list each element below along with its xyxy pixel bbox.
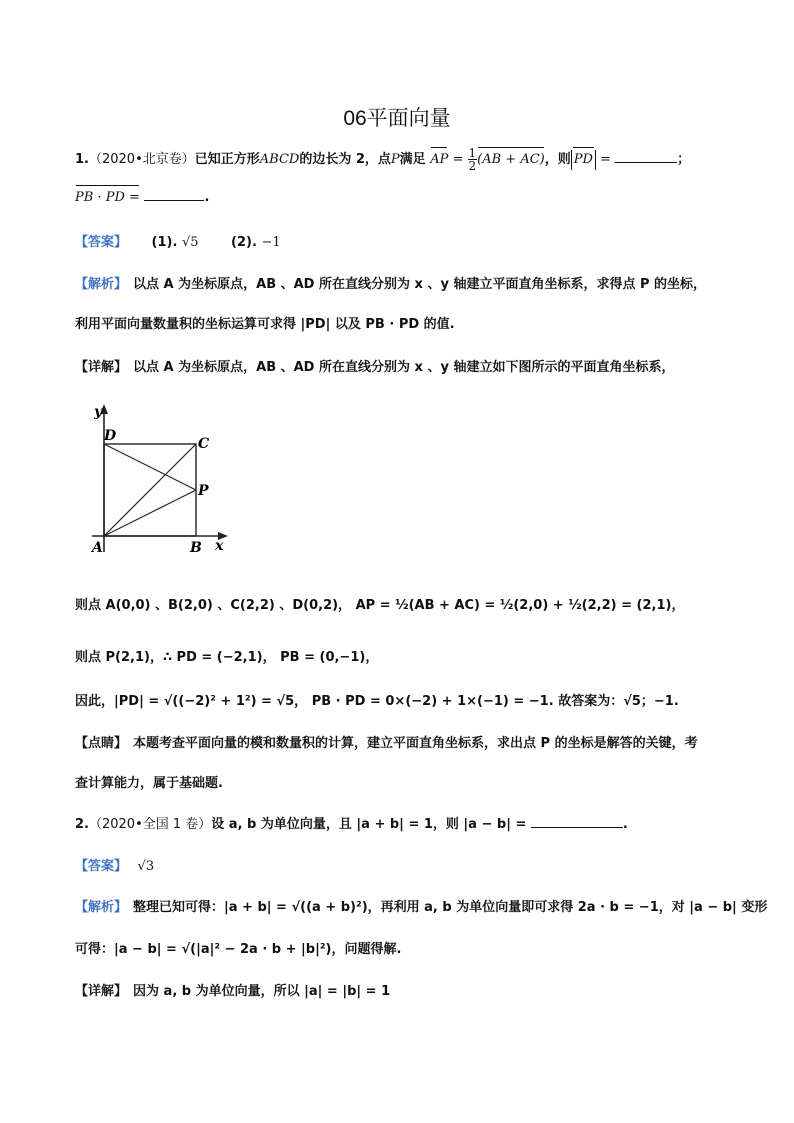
stem-text: ； [677,152,691,167]
equals-sign: = [448,152,468,167]
question-2-detail [75,982,725,1002]
answer-tag: 【答案】 [75,859,128,874]
analysis-text: 可得：|a − b| = √(|a|² − 2a · b + |b|²)，问题得解. [75,942,402,957]
abs-pd: PD [571,150,596,170]
question-1-stem-2 [75,188,725,208]
answer-tag: 【答案】 [75,235,128,250]
question-1-comment [75,734,725,754]
analysis-text: 利用平面向量数量积的坐标运算可求得 |PD| 以及 PB · PD 的值. [75,317,455,332]
label-b: B [190,540,202,556]
question-1-analysis [75,275,725,295]
question-2-answer [75,857,725,877]
stem-text: ，则 [544,152,571,167]
calc-text: 则点 P(2,1)，∴ PD = (−2,1)， PB = (0,−1)， [75,650,379,665]
question-1-analysis-2 [75,315,725,335]
stem-text: 设 a, b 为单位向量，且 |a + b| = 1，则 |a − b| = [211,817,527,832]
answer-part-label: (2). [231,235,257,250]
answer-part-value: −1 [261,235,281,250]
segment-ac [104,444,196,536]
label-a: A [92,540,103,556]
answer-blank-1[interactable] [615,162,677,163]
answer-value: √3 [137,859,155,874]
question-1-comment-2 [75,774,725,794]
detail-calc-3 [75,692,725,712]
detail-tag: 【详解】 [75,984,128,999]
comment-text: 查计算能力，属于基础题. [75,776,223,791]
label-y: y [94,404,103,420]
question-1-answer [75,233,725,253]
question-source: （2020•北京卷） [88,152,195,167]
question-1-stem: 1.（2020•北京卷）已知正方形ABCD的边长为 2，点P满足 AP = $\frac{1}{2}$ (AB + AC)，则 PD = ； [75,146,691,173]
detail-text: 以点 A 为坐标原点，AB 、AD 所在直线分别为 x 、y 轴建立如下图所示的平面直角坐标系， [133,360,675,375]
stem-text: 已知正方形 [194,152,260,167]
page-title: 06平面向量 [343,107,451,130]
question-2-stem [75,815,725,835]
stem-text: 满足 [399,152,426,167]
coordinate-diagram [82,402,242,562]
fraction-half: $\frac{1}{2}$ [468,146,477,173]
question-number: 1. [75,152,89,167]
detail-tag: 【详解】 [75,360,128,375]
point-label: P [390,152,400,167]
stem-text: . [622,817,628,832]
question-1-detail [75,358,725,378]
analysis-tag: 【解析】 [75,277,128,292]
question-2-analysis [75,898,768,918]
analysis-text: 整理已知可得：|a + b| = √((a + b)²)，再利用 a, b 为单位向量即可求得 2a · b = −1，对 |a − b| 变形 [133,900,768,915]
vector-ap: AP [430,150,448,170]
comment-text: 本题考查平面向量的模和数量积的计算，建立平面直角坐标系，求出点 P 的坐标是解答的关键，考 [133,736,698,751]
answer-part-label: (1). [151,235,178,250]
shape-label: ABCD [259,152,300,167]
calc-text: 则点 A(0,0) 、B(2,0) 、C(2,2) 、D(0,2)， AP = ½(AB + AC) = ½(2,0) + ½(2,2) = (2,1)， [75,598,685,613]
analysis-tag: 【解析】 [75,900,128,915]
question-2-analysis-2 [75,940,725,960]
segment-ap [104,490,196,536]
answer-blank-2[interactable] [144,200,204,201]
calc-text: 因此，|PD| = √((−2)² + 1²) = √5， PB · PD = 0×(−2) + 1×(−1) = −1. 故答案为：√5；−1. [75,694,679,709]
stem-text: 的边长为 2，点 [299,152,391,167]
label-p: P [198,483,209,499]
question-source: （2020•全国 1 卷） [88,817,212,832]
segment-dp [104,444,196,490]
answer-blank-3[interactable] [531,827,623,828]
label-x: x [215,538,224,554]
detail-calc-1 [75,596,725,616]
analysis-text: 以点 A 为坐标原点，AB 、AD 所在直线分别为 x 、y 轴建立平面直角坐标系，求得点 P 的坐标， [133,277,707,292]
detail-calc-2 [75,648,725,668]
dot-product-pb-pd: PB · PD = [75,188,140,208]
label-d: D [104,428,117,444]
vector-sum: (AB + AC) [477,150,545,170]
answer-part-value: √5 [181,235,199,250]
label-c: C [198,436,210,452]
question-number: 2. [75,817,89,832]
stem-text: . [204,190,210,205]
comment-tag: 【点睛】 [75,736,128,751]
detail-text: 因为 a, b 为单位向量，所以 |a| = |b| = 1 [133,984,391,999]
